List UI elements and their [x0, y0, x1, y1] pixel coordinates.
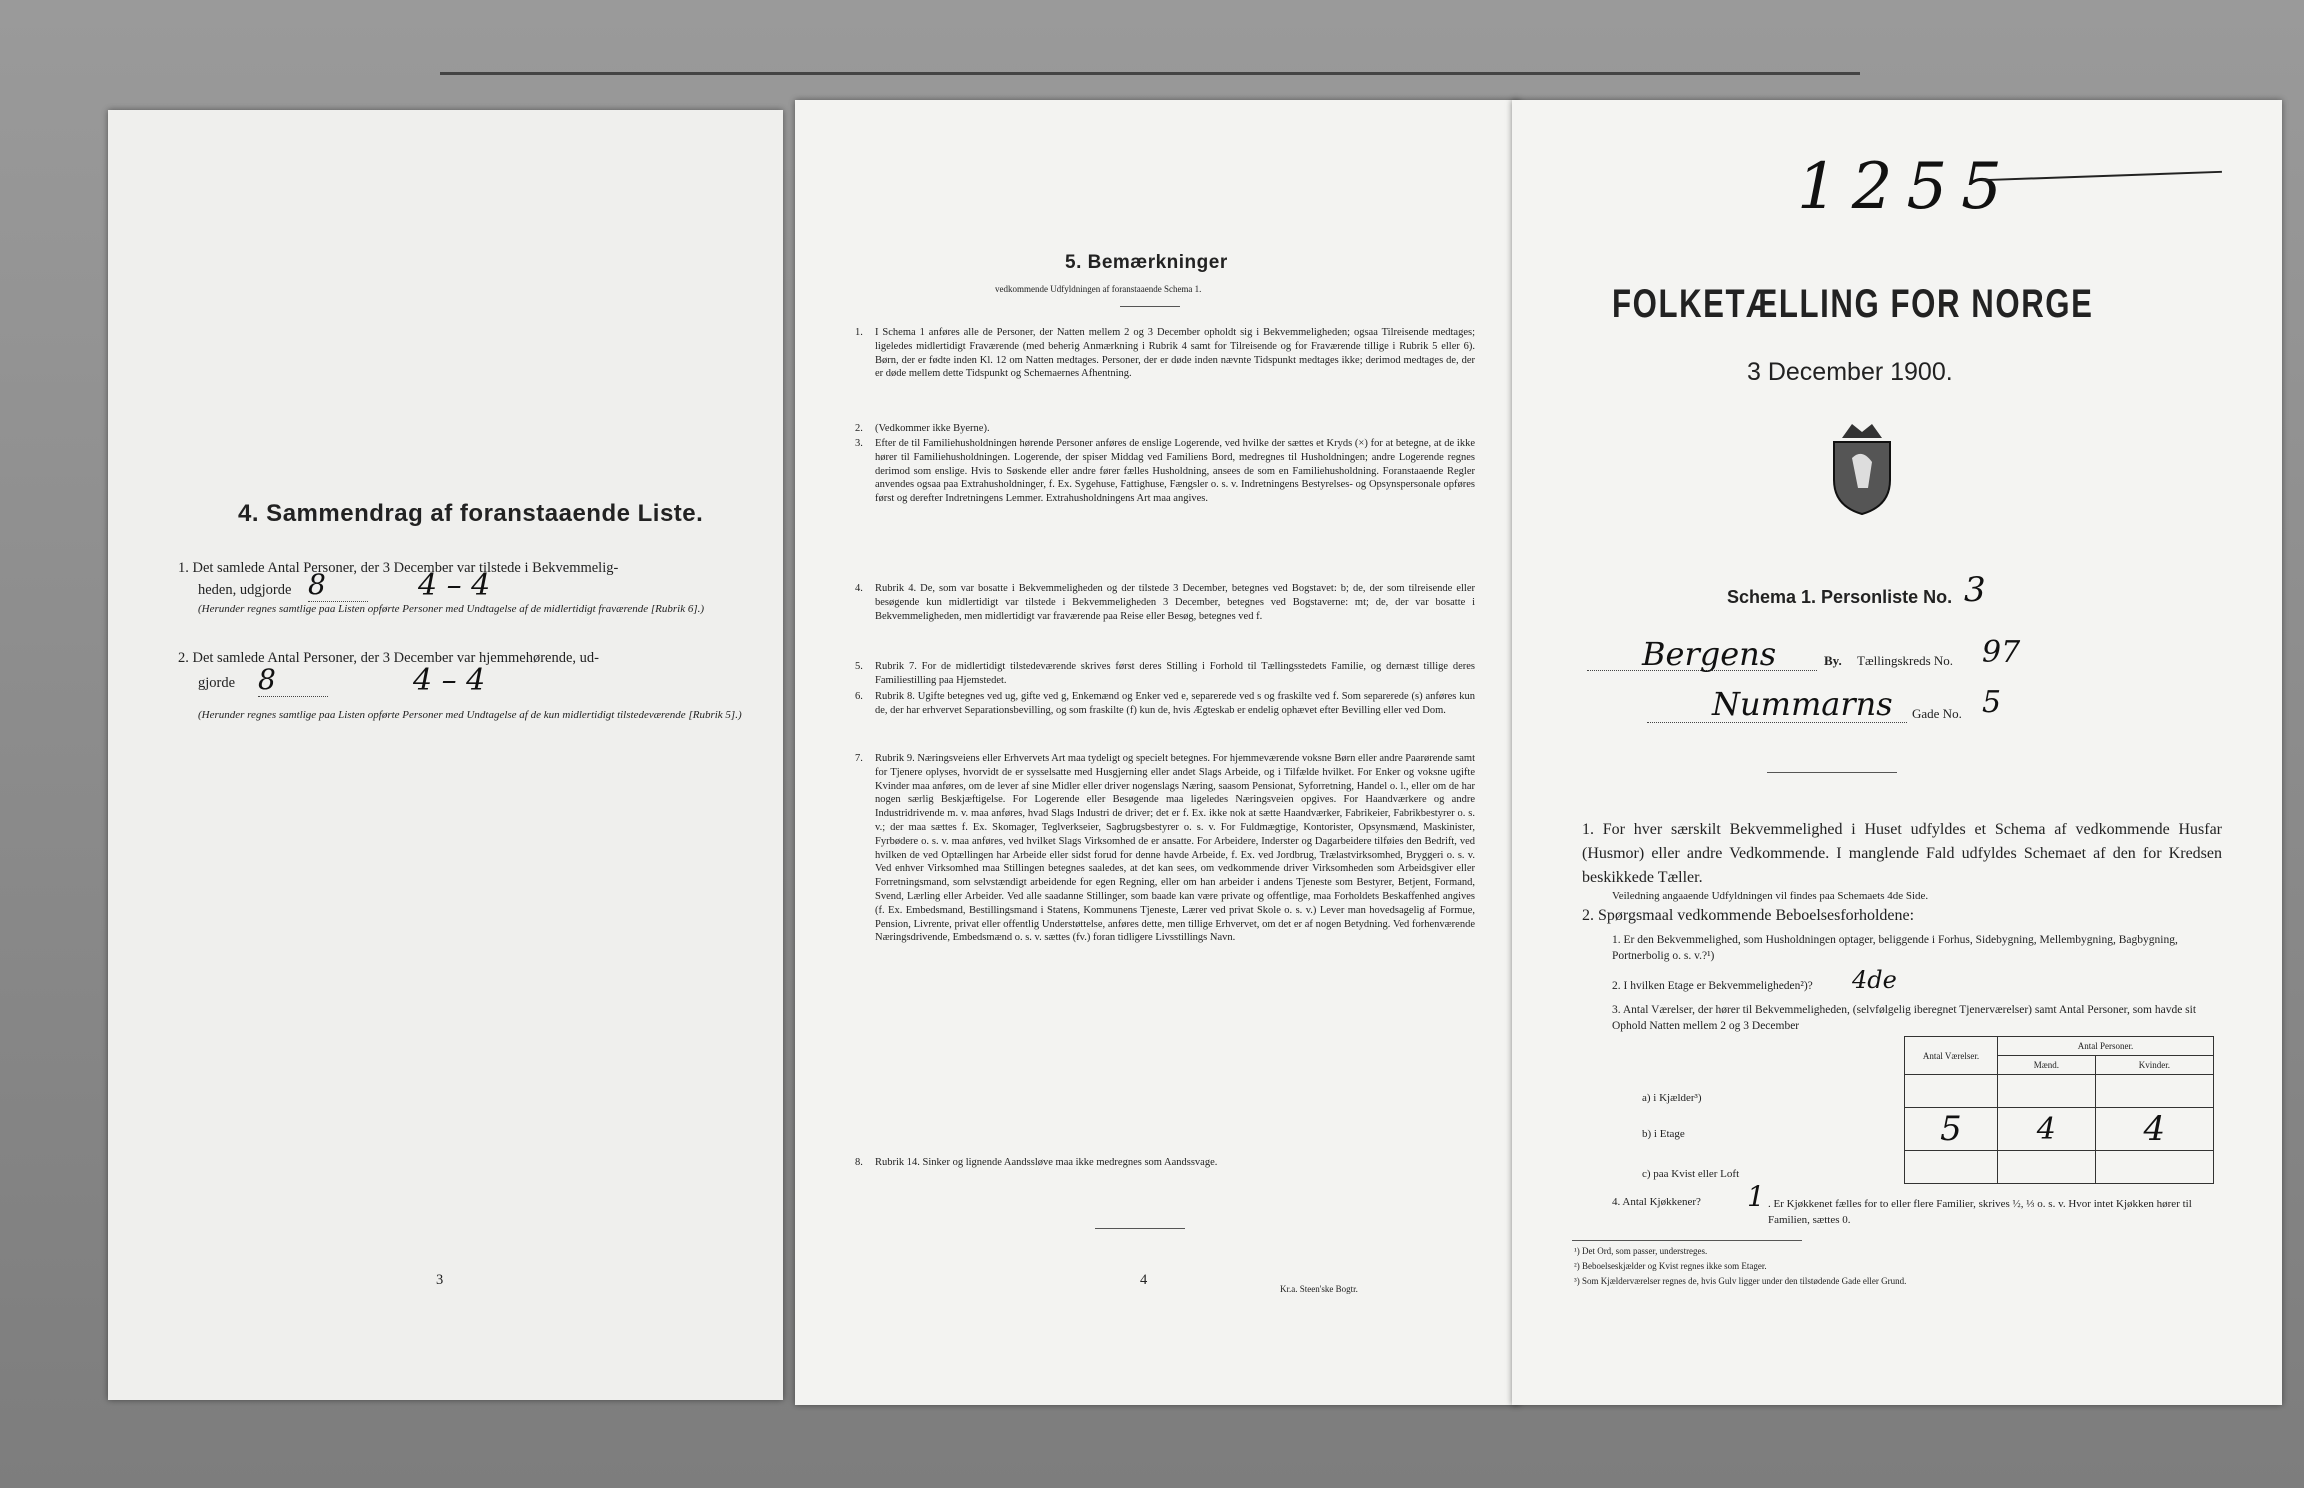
binding-line [440, 72, 1860, 75]
street-handwritten: Nummarns [1712, 685, 1893, 723]
remark-1: 1. I Schema 1 anføres alle de Personer, der Natten mellem 2 og 3 December opholdt sig i Bekvemmeligheden; ogsaa Tilreisende medtages; ligeledes midlertidigt Fraværende (med beherig Anmærkning i Rubrik 4 samt for Tilreisende og for Fraværende tillige i Rubrik 5 eller 6). Børn, der er fødte inden Kl. 12 om Natten medtages. Personer, der er døde inden nævnte Tidspunkt medtages ikke; derimod medtages de, der er døde mellem dette Tidspunkt og Schemaernes Afhentning. [855, 327, 1475, 380]
header-rooms: Antal Værelser. [1905, 1037, 1998, 1075]
question-3: 3. Antal Værelser, der hører til Bekvemmeligheden, (selvfølgelig iberegnet Tjenerværelser) samt Antal Personer, som havde sit Ophold Natten mellem 2 og 3 December [1612, 1004, 2197, 1032]
gade-number: 5 [1982, 685, 2002, 720]
cell-c-rooms [1905, 1151, 1998, 1184]
item2-text: 2. Det samlede Antal Personer, der 3 December var hjemmehørende, ud- [178, 650, 599, 666]
instruction-1: 1. For hver særskilt Bekvemmelighed i Huset udfyldes et Schema af vedkommende Husfar (Husmor) eller andre Vedkommende. I manglende Fald udfyldes Schemaet af den for Kredsen beskikkede Tæller. [1582, 821, 2222, 886]
left-page [108, 110, 783, 1400]
printer-mark: Kr.a. Steen'ske Bogtr. [1280, 1284, 1358, 1294]
right-page [1512, 100, 2282, 1405]
middle-page [795, 100, 1520, 1405]
item1-note: (Herunder regnes samtlige paa Listen opførte Personer med Undtagelse af de midlertidigt fraværende [Rubrik 6].) [198, 603, 705, 615]
city-handwritten: Bergens [1642, 635, 1777, 673]
row-b-label: b) i Etage [1642, 1128, 1685, 1140]
footnote-1: ¹) Det Ord, som passer, understreges. [1574, 1246, 1708, 1256]
divider-bottom [1095, 1228, 1185, 1229]
question-4-rest: . Er Kjøkkenet fælles for to eller flere Familier, skrives ½, ⅓ o. s. v. Hvor intet Kjøkken hører til Familien, sættes 0. [1768, 1198, 2192, 1226]
row-c-label: c) paa Kvist eller Loft [1642, 1168, 1740, 1180]
remark-5: 5. Rubrik 7. For de midlertidigt tilstedeværende skrives først deres Stilling i Forhold til Tællingsstedets Familie, og dernæst tillige deres Familiestilling paa Hjemstedet. [855, 661, 1475, 686]
remark-6: 6. Rubrik 8. Ugifte betegnes ved ug, gifte ved g, Enkemænd og Enker ved e, separerede ved s og fraskilte ved f. Som separerede (s) anføres kun de, der har erhvervet Separationsbevilling, og som fraskilte (f) kun de, hvis Ægteskab er endelig ophævet efter Bevilling eller ved Dom. [855, 691, 1475, 716]
cell-b-men: 4 [1998, 1108, 2096, 1151]
archive-underline [1982, 171, 2222, 181]
census-title: FOLKETÆLLING FOR NORGE [1612, 282, 2094, 326]
rooms-persons-table [1904, 1036, 2214, 1184]
item2-note: (Herunder regnes samtlige paa Listen opførte Personer med Undtagelse af de kun midlertidigt tilstedeværende [Rubrik 5].) [198, 709, 742, 721]
item2-total: 8 [258, 663, 328, 697]
instruction-1-note: Veiledning angaaende Udfyldningen vil findes paa Schemaets 4de Side. [1612, 890, 1929, 902]
archive-number: 1255 [1797, 150, 2016, 224]
question-1: 1. Er den Bekvemmelighed, som Husholdningen optager, beliggende i Forhus, Sidebygning, Mellembygning, Bagbygning, Portnerbolig o. s. v.?¹) [1612, 934, 2178, 962]
question-2-answer: 4de [1852, 966, 1897, 994]
item2-text-2: gjorde [198, 675, 236, 691]
cell-b-rooms: 5 [1905, 1108, 1998, 1151]
by-label: By. [1824, 653, 1842, 668]
item1-text-2: heden, udgjorde [198, 582, 292, 598]
coat-of-arms-icon [1822, 418, 1902, 518]
cell-a-rooms [1905, 1075, 1998, 1108]
question-4-answer: 1 [1747, 1180, 1765, 1213]
cell-b-women: 4 [2095, 1108, 2213, 1151]
cell-c-men [1998, 1151, 2096, 1184]
remark-8: 8. Rubrik 14. Sinker og lignende Aandssløve maa ikke medregnes som Aandssvage. [855, 1157, 1218, 1168]
cell-a-men [1998, 1075, 2096, 1108]
census-date: 3 December 1900. [1747, 358, 1953, 386]
item1-total: 8 [308, 568, 368, 602]
remarks-heading: 5. Bemærkninger [1065, 252, 1228, 273]
header-women: Kvinder. [2095, 1056, 2213, 1075]
question-4: 4. Antal Kjøkkener? [1612, 1196, 1701, 1208]
header-persons: Antal Personer. [1998, 1037, 2214, 1056]
header-men: Mænd. [1998, 1056, 2096, 1075]
question-2: 2. I hvilken Etage er Bekvemmeligheden²)? [1612, 980, 1813, 992]
footnote-rule [1572, 1240, 1802, 1241]
row-a-label: a) i Kjælder³) [1642, 1092, 1702, 1104]
remark-7: 7. Rubrik 9. Næringsveiens eller Erhvervets Art maa tydeligt og specielt betegnes. For hjemmeværende voksne Børn eller andre Paarørende samt for Tjenere oplyses, hvorvidt de er sysselsatte med Husgjerning eller andet Slags Arbeide, og i Tilfælde hvilket. For Enker og voksne ugifte Kvinder maa anføres, om de lever af sine Midler eller driver nogenslags Næring, saasom Pensionat, Syforretning, Handel o. l., eller om de har nogen særlig Beskjæftigelse. For Logerende eller Besøgende maa ligeledes Næringsveien opgives. For Haandværkere og andre Industridrivende m. v. maa anføres, hvad Slags Industri de driver; det er f. Ex. ikke nok at sætte Haandværker, Fabrikeier, Fabrikbestyrer o. s. v.; der maa sættes f. Ex. Skomager, Teglverkseier, Sagbrugsbestyrer o. s. v. For Fuldmægtige, Kontorister, Opsynsmænd, Maskinister, Fyrbødere o. s. v. maa anføres, ved hvilket Slags Virksomhed de er ansatte. For Arbeidere, Inderster og Dagarbeidere tilføies den Bedrift, ved hvilken de ved Optællingen har Arbeide eller sidst forud for denne havde Arbeide, f. Ex. ved Jordbrug, Trælastvirksomhed, Bryggeri o. s. v. Ved enhver Virksomhed maa Stillingen betegnes saaledes, at det kan sees, om vedkommende driver Virksomheden som Arbeidsgiver eller Forretningsmand, som selvstændigt arbeidende for egen Regning, eller om han arbeider i andens Tjeneste som Bestyrer, Betjent, Formand, Svend, Lærling eller Arbeider. Ved alle saadanne Stillinger, som baade kan være private og offentlige, maa Forholdets Beskaffenhed angives (f. Ex. Embedsmand, Bestillingsmand i Statens, Kommunens Tjeneste, Lærer ved privat Skole o. s. v.) Lever man hovedsagelig af Formue, Pension, Livrente, privat eller offentlig Understøttelse, anføres dette, men tillige Erhvervet, om det er af nogen Betydning. Ved forhenværende Næringsdrivende, Embedsmænd o. s. v. sættes (fv.) foran tidligere Livsstillings Navn. [855, 753, 1475, 944]
kreds-number: 97 [1982, 635, 2021, 670]
divider [1120, 306, 1180, 307]
remark-4: 4. Rubrik 4. De, som var bosatte i Bekvemmeligheden og der tilstede 3 December, betegnes ved Bogstavet: b; de, der som tilreisende eller besøgende kun midlertidigt var tilstede i Bekvemmeligheden 3 December, betegnes ved Bogstaverne: mt; de, der var bosatte i Bekvemmeligheden, men midlertidigt var fraværende paa Reise eller Besøg, betegnes ved f. [855, 583, 1475, 622]
cell-c-women [2095, 1151, 2213, 1184]
schema-label: Schema 1. Personliste No. [1727, 587, 1953, 607]
remark-3: 3. Efter de til Familiehusholdningen hørende Personer anføres de enslige Logerende, ved hvilke der sættes et Kryds (×) for at betegne, at de ikke hører til Familiehusholdningen. Logerende, der spiser Middag ved Familiens Bord, medregnes til Husholdningen; andre Logerende regnes derimod som enslige. Hvis to Søskende eller andre fører fælles Husholdning, ansees de som en Familiehusholdning. Foranstaaende Regler anvendes ogsaa paa Extrahusholdninger, f. Ex. Sygehuse, Fattighuse, Fængsler o. s. v. Indretningens Bestyrelses- og Opsynspersonale opføres først og derefter Indretningens Lemmer. Extrahusholdningens Art maa angives. [855, 438, 1475, 505]
instruction-2: 2. Spørgsmaal vedkommende Beboelsesforholdene: [1582, 907, 1915, 924]
divider-right [1767, 772, 1897, 773]
page-number-left: 3 [436, 1272, 444, 1288]
gade-label: Gade No. [1912, 706, 1962, 721]
footnote-2: ²) Beboelseskjælder og Kvist regnes ikke som Etager. [1574, 1261, 1767, 1271]
schema-number: 3 [1964, 570, 1986, 610]
remark-2: 2. (Vedkommer ikke Byerne). [855, 423, 990, 434]
item1-split: 4 – 4 [418, 568, 491, 603]
remarks-subheading: vedkommende Udfyldningen af foranstaaende Schema 1. [995, 284, 1202, 294]
page-number-middle: 4 [1140, 1272, 1148, 1288]
kreds-label: Tællingskreds No. [1857, 653, 1954, 668]
cell-a-women [2095, 1075, 2213, 1108]
item2-split: 4 – 4 [413, 663, 486, 698]
item1-text: 1. Det samlede Antal Personer, der 3 December var tilstede i Bekvemmelig- [178, 560, 619, 576]
summary-heading: 4. Sammendrag af foranstaaende Liste. [238, 500, 704, 527]
footnote-3: ³) Som Kjælderværelser regnes de, hvis Gulv ligger under den tilstødende Gade eller Grund. [1574, 1276, 1907, 1286]
